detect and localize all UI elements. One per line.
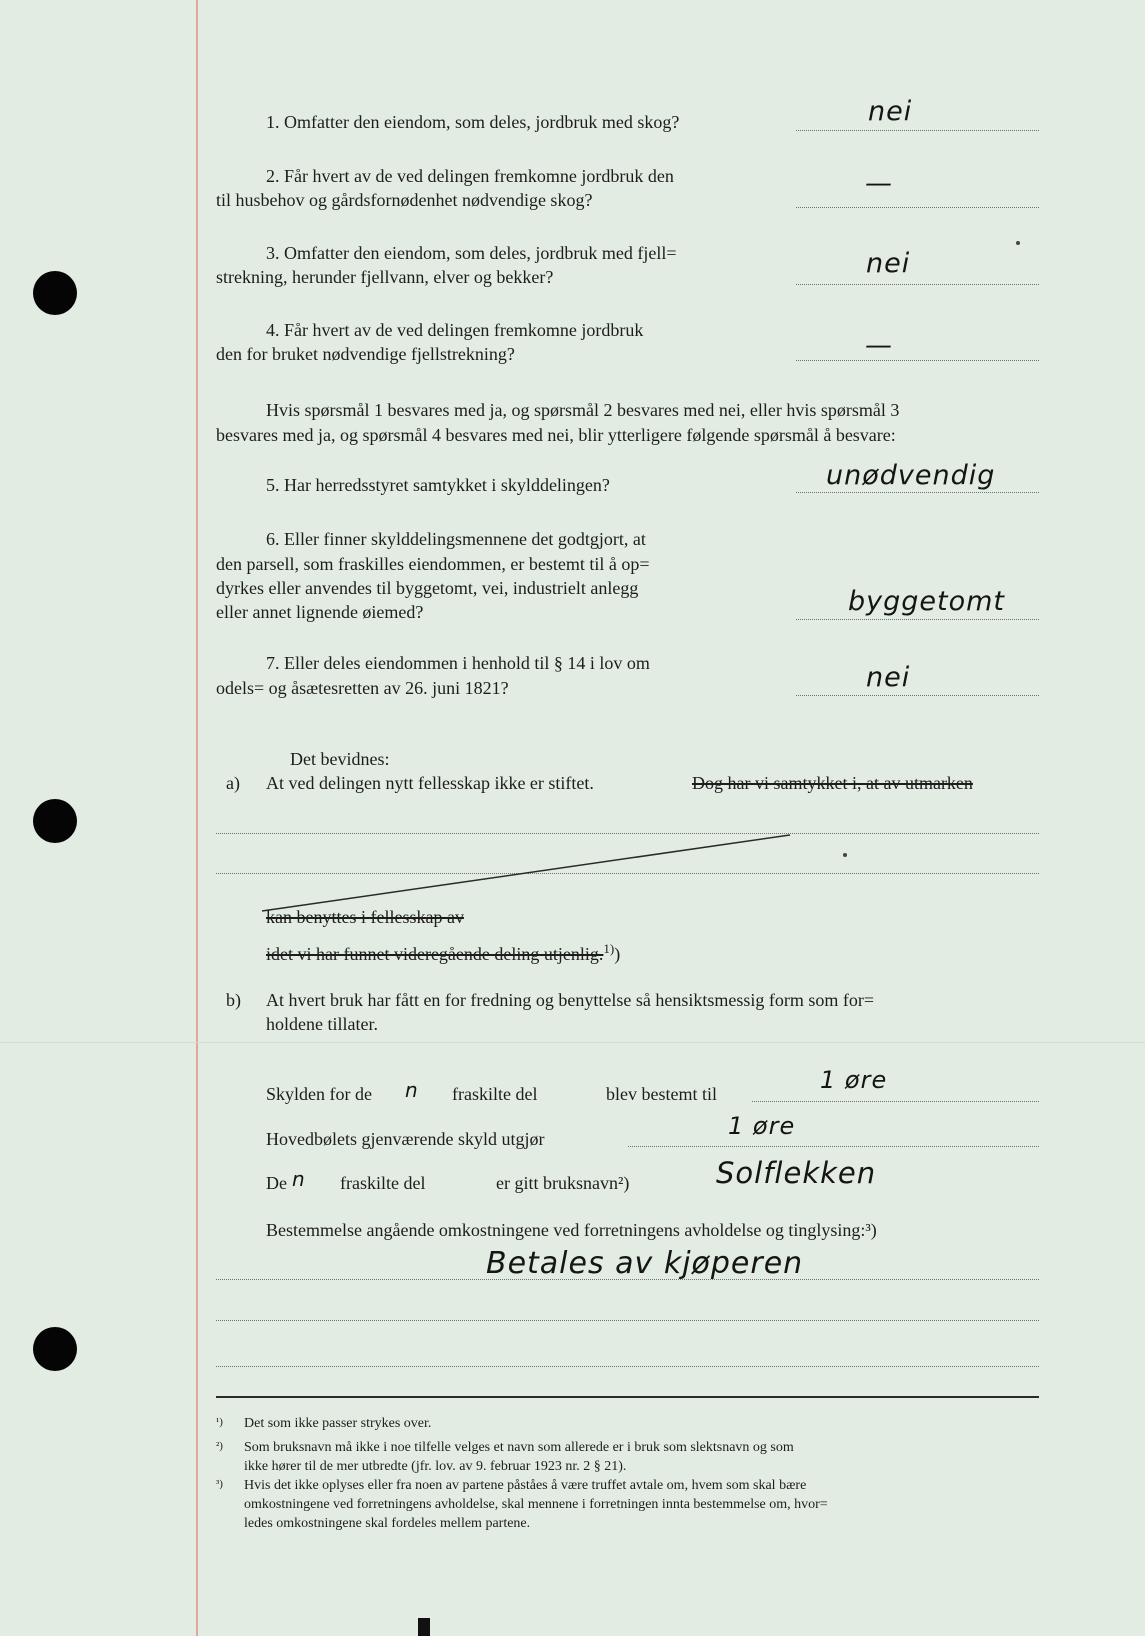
question-4-line-2: den for bruket nødvendige fjellstrekning? bbox=[216, 344, 515, 364]
question-6-line-2: den parsell, som fraskilles eiendommen, er bestemt til å op= bbox=[216, 554, 650, 574]
skyld-handwritten-n: n bbox=[405, 1078, 419, 1102]
question-1: 1. Omfatter den eiendom, som deles, jordbruk med skog? bbox=[266, 112, 680, 132]
answer-4: — bbox=[865, 330, 893, 361]
question-3-line-2: strekning, herunder fjellvann, elver og bekker? bbox=[216, 267, 554, 287]
answer-2: — bbox=[865, 168, 893, 199]
question-7-line-2: odels= og åsætesretten av 26. juni 1821? bbox=[216, 678, 509, 698]
answer-3: nei bbox=[866, 248, 911, 279]
item-a-line-3: idet vi har funnet videregående deling utjenlig.$^{1)}$) bbox=[266, 941, 621, 964]
answer-7: nei bbox=[866, 662, 911, 693]
footnote-3-line-1: Hvis det ikke oplyses eller fra noen av partene påståes å være truffet avtale om, hvem som skal bære bbox=[244, 1478, 807, 1493]
footnote-2-line-2: ikke hører til de mer utbredte (jfr. lov. av 9. februar 1923 nr. 2 § 21). bbox=[244, 1459, 627, 1474]
skyld-label-3c: er gitt bruksnavn²) bbox=[496, 1173, 630, 1193]
skyld-label-1a: Skylden for de bbox=[266, 1084, 372, 1104]
question-6-line-4: eller annet lignende øiemed? bbox=[216, 602, 424, 622]
answer-line-skyld-1 bbox=[752, 1101, 1039, 1102]
condition-line-1: Hvis spørsmål 1 besvares med ja, og spørsmål 2 besvares med nei, eller hvis spørsmål 3 bbox=[266, 400, 900, 420]
question-6-line-1: 6. Eller finner skylddelingsmennene det godtgjort, at bbox=[266, 529, 646, 549]
bruksnavn-handwritten-n: n bbox=[292, 1167, 306, 1191]
item-a-label: a) bbox=[226, 773, 240, 793]
footnote-2-line-1: Som bruksnavn må ikke i noe tilfelle velges et navn som allerede er i bruk som slektsnavn og som bbox=[244, 1440, 794, 1455]
question-5: 5. Har herredsstyret samtykket i skylddelingen? bbox=[266, 475, 610, 495]
answer-1: nei bbox=[868, 96, 913, 127]
skyld-label-2: Hovedbølets gjenværende skyld utgjør bbox=[266, 1129, 545, 1149]
skyld-answer-1: 1 øre bbox=[820, 1066, 888, 1094]
footnote-3-line-3: ledes omkostningene skal fordeles mellem partene. bbox=[244, 1516, 531, 1531]
footnote-3-mark: ³) bbox=[216, 1478, 223, 1490]
question-4-line-1: 4. Får hvert av de ved delingen fremkomne jordbruk bbox=[266, 320, 644, 340]
blank-line bbox=[216, 1320, 1039, 1321]
item-a-struck-line-3: idet vi har funnet videregående deling utjenlig. bbox=[266, 944, 604, 964]
item-b-label: b) bbox=[226, 990, 241, 1010]
question-2-line-2: til husbehov og gårdsfornødenhet nødvendige skog? bbox=[216, 190, 593, 210]
skyld-label-1b: fraskilte del bbox=[452, 1084, 538, 1104]
footnote-2-mark: ²) bbox=[216, 1440, 223, 1452]
footnote-3-line-2: omkostningene ved forretningens avholdelse, skal mennene i forretningen innta bestemmelse om, hvor= bbox=[244, 1497, 828, 1512]
bruksnavn-answer: Solflekken bbox=[716, 1156, 877, 1190]
cost-answer: Betales av kjøperen bbox=[486, 1246, 804, 1281]
question-6-line-3: dyrkes eller anvendes til byggetomt, vei, industrielt anlegg bbox=[216, 578, 639, 598]
condition-line-2: besvares med ja, og spørsmål 4 besvares med nei, blir ytterligere følgende spørsmål å besvare: bbox=[216, 425, 896, 445]
blank-line bbox=[216, 1279, 1039, 1280]
skyld-label-3b: fraskilte del bbox=[340, 1173, 426, 1193]
item-a-text: At ved delingen nytt fellesskap ikke er stiftet. bbox=[266, 773, 594, 793]
attestation-heading: Det bevidnes: bbox=[290, 749, 390, 769]
answer-6: byggetomt bbox=[848, 586, 1005, 617]
item-b-line-1: At hvert bruk har fått en for fredning og benyttelse så hensiktsmessig form som for= bbox=[266, 990, 875, 1010]
footnote-ref-1: 1) bbox=[603, 941, 615, 956]
answer-line-skyld-2 bbox=[628, 1146, 1039, 1147]
edge-mark bbox=[418, 1618, 430, 1636]
footnote-1-mark: ¹) bbox=[216, 1416, 223, 1428]
skyld-label-3a: De bbox=[266, 1173, 287, 1193]
question-7-line-1: 7. Eller deles eiendommen i henhold til § 14 i lov om bbox=[266, 653, 650, 673]
skyld-label-1c: blev bestemt til bbox=[606, 1084, 717, 1104]
answer-5: unødvendig bbox=[826, 460, 996, 491]
item-b-line-2: holdene tillater. bbox=[266, 1014, 378, 1034]
blank-line bbox=[216, 1366, 1039, 1367]
cost-label: Bestemmelse angående omkostningene ved forretningens avholdelse og tinglysing:³) bbox=[266, 1220, 877, 1240]
question-3-line-1: 3. Omfatter den eiendom, som deles, jordbruk med fjell= bbox=[266, 243, 677, 263]
footnote-separator bbox=[216, 1396, 1039, 1398]
question-2-line-1: 2. Får hvert av de ved delingen fremkomne jordbruk den bbox=[266, 166, 674, 186]
skyld-answer-2: 1 øre bbox=[728, 1112, 796, 1140]
item-a-struck-line-2: kan benyttes i fellesskap av bbox=[266, 907, 464, 927]
item-a-struck-text: Dog har vi samtykket i, at av utmarken bbox=[692, 773, 973, 793]
footnote-1-line-1: Det som ikke passer strykes over. bbox=[244, 1416, 432, 1431]
